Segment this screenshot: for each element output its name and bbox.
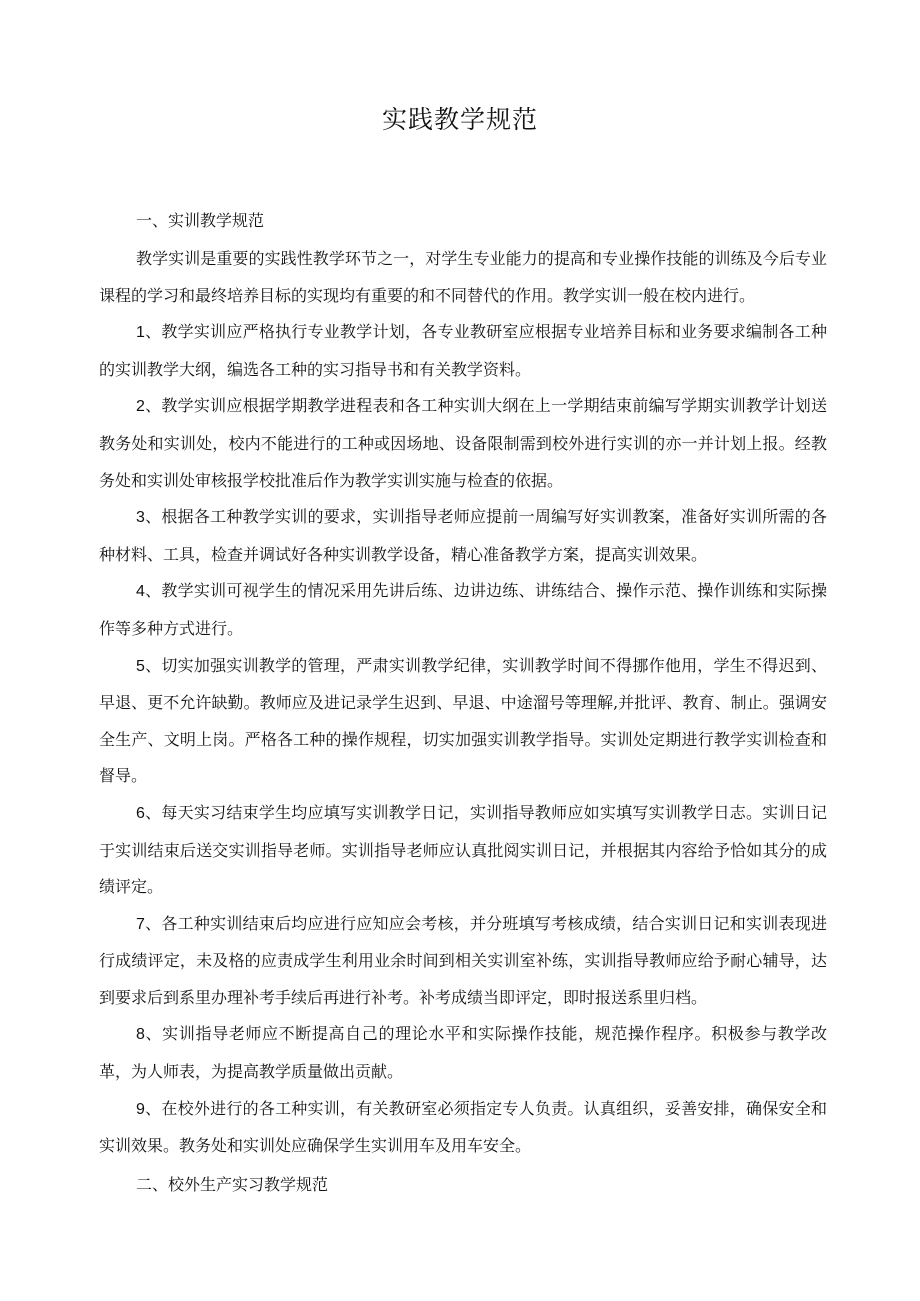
list-item-6 bbox=[99, 795, 827, 906]
item-text: 、实训指导老师应不断提高自己的理论水平和实际操作技能，规范操作程序。积极参与教学改革，为人师表，为提高教学质量做出贡献。 bbox=[99, 1024, 827, 1082]
section-heading-2: 二、校外生产实习教学规范 bbox=[136, 1174, 329, 1194]
list-item-3 bbox=[99, 499, 827, 573]
list-item-2 bbox=[99, 388, 827, 499]
list-item-8 bbox=[99, 1016, 827, 1090]
item-text: 、在校外进行的各工种实训，有关教研室必须指定专人负责。认真组织，妥善安排，确保安全和实训效果。教务处和实训处应确保学生实训用车及用车安全。 bbox=[99, 1098, 827, 1156]
list-item-7 bbox=[99, 906, 827, 1017]
item-text: 、每天实习结束学生均应填写实训教学日记，实训指导教师应如实填写实训教学日志。实训日记于实训结束后送交实训指导老师。实训指导老师应认真批阅实训日记，并根据其内容给予恰如其分的成绩评定。 bbox=[99, 802, 827, 897]
section-heading-1: 一、实训教学规范 bbox=[136, 211, 265, 230]
item-number: 5 bbox=[136, 657, 145, 675]
item-number: 9 bbox=[136, 1100, 145, 1118]
list-item-1 bbox=[99, 314, 827, 388]
item-number: 3 bbox=[136, 509, 145, 527]
list-item-5 bbox=[99, 648, 827, 795]
item-text: 、各工种实训结束后均应进行应知应会考核，并分班填写考核成绩，结合实训日记和实训表现进行成绩评定，未及格的应责成学生利用业余时间到相关实训室补练，实训指导教师应给予耐心辅导，达到要求后到系里办理补考手续后再进行补考。补考成绩当即评定，即时报送系里归档。 bbox=[99, 913, 827, 1007]
item-text: 、切实加强实训教学的管理，严肃实训教学纪律，实训教学时间不得挪作他用，学生不得迟到、早退、更不允许缺勤。教师应及进记录学生迟到、早退、中途溜号等理解,并批评、教育、制止。强调安全生产、文明上岗。严格各工种的操作规程，切实加强实训教学指导。实训处定期进行教学实训检查和督导。 bbox=[99, 655, 827, 786]
item-number: 1 bbox=[136, 324, 145, 342]
section-intro-paragraph: 教学实训是重要的实践性教学环节之一，对学生专业能力的提高和专业操作技能的训练及今后专业课程的学习和最终培养目标的实现均有重要的和不同替代的作用。教学实训一般在校内进行。 bbox=[99, 249, 827, 305]
item-text: 、教学实训应严格执行专业教学计划，各专业教研室应根据专业培养目标和业务要求编制各工种的实训教学大纲，编选各工种的实习指导书和有关教学资料。 bbox=[99, 322, 827, 379]
item-text: 、教学实训可视学生的情况采用先讲后练、边讲边练、讲练结合、操作示范、操作训练和实际操作等多种方式进行。 bbox=[99, 581, 827, 638]
item-number: 6 bbox=[136, 804, 145, 822]
item-number: 7 bbox=[136, 915, 145, 933]
item-number: 8 bbox=[136, 1026, 145, 1044]
list-item-4 bbox=[99, 573, 827, 647]
item-number: 4 bbox=[136, 583, 145, 601]
item-number: 2 bbox=[136, 398, 145, 416]
item-text: 、根据各工种教学实训的要求，实训指导老师应提前一周编写好实训教案，准备好实训所需的各种材料、工具，检查并调试好各种实训教学设备，精心准备教学方案，提高实训效果。 bbox=[99, 507, 827, 564]
document-title: 实践教学规范 bbox=[381, 105, 538, 134]
document-body bbox=[99, 203, 827, 1203]
list-item-9 bbox=[99, 1091, 827, 1165]
item-text: 、教学实训应根据学期教学进程表和各工种实训大纲在上一学期结束前编写学期实训教学计划送教务处和实训处，校内不能进行的工种或因场地、设备限制需到校外进行实训的亦一并计划上报。经教务处和实训处审核报学校批准后作为教学实训实施与检查的依据。 bbox=[99, 396, 827, 490]
